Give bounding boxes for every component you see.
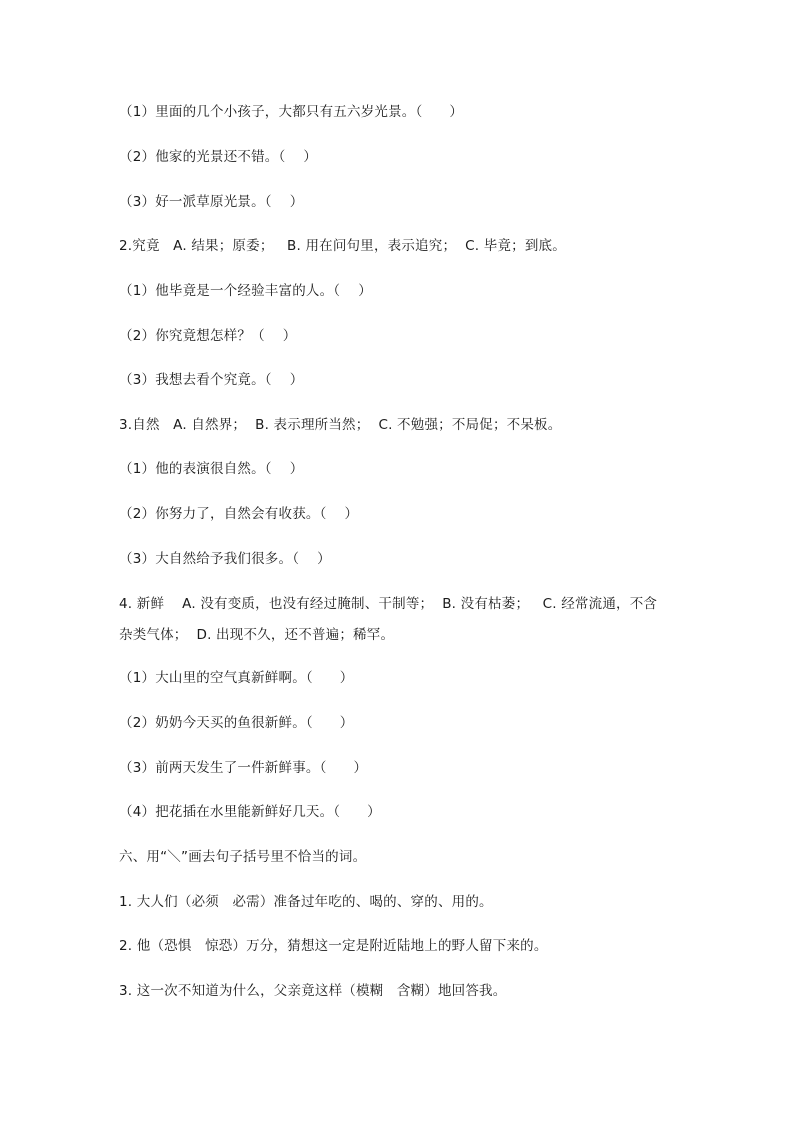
question-line-13: （4）把花插在水里能新鲜好几天。（ ） (119, 804, 381, 820)
question-line-7: （1）他的表演很自然。（ ） (119, 461, 304, 477)
question-line-2: （2）他家的光景还不错。（ ） (119, 149, 318, 165)
question-line-8: （2）你努力了，自然会有收获。（ ） (119, 506, 359, 522)
question-line-9: （3）大自然给予我们很多。（ ） (119, 551, 331, 567)
sentence-item-3: 3. 这一次不知道为什么，父亲竟这样（模糊 含糊）地回答我。 (119, 983, 507, 999)
sentence-item-1: 1. 大人们（必须 必需）准备过年吃的、喝的、穿的、用的。 (119, 894, 493, 910)
question-line-6: （3）我想去看个究竟。（ ） (119, 372, 304, 388)
word-definition-ziran: 3.自然 A. 自然界； B. 表示理所当然； C. 不勉强；不局促；不呆板。 (119, 417, 562, 433)
word-definition-xinxian-cont: 杂类气体； D. 出现不久，还不普遍；稀罕。 (119, 627, 395, 643)
question-line-10: （1）大山里的空气真新鲜啊。（ ） (119, 670, 354, 686)
section-heading-six: 六、用“＼”画去句子括号里不恰当的词。 (119, 849, 367, 865)
sentence-item-2: 2. 他（恐惧 惊恐）万分，猜想这一定是附近陆地上的野人留下来的。 (119, 938, 548, 954)
word-definition-xinxian: 4. 新鲜 A. 没有变质，也没有经过腌制、干制等； B. 没有枯萎； C. 经常流通，不含 (119, 596, 658, 612)
question-line-12: （3）前两天发生了一件新鲜事。（ ） (119, 760, 368, 776)
question-line-5: （2）你究竟想怎样？（ ） (119, 328, 297, 344)
question-line-11: （2）奶奶今天买的鱼很新鲜。（ ） (119, 715, 354, 731)
word-definition-jiujing: 2.究竟 A. 结果；原委； B. 用在问句里，表示追究； C. 毕竟；到底。 (119, 238, 566, 254)
question-line-1: （1）里面的几个小孩子，大都只有五六岁光景。（ ） (119, 104, 464, 120)
question-line-4: （1）他毕竟是一个经验丰富的人。（ ） (119, 283, 372, 299)
question-line-3: （3）好一派草原光景。（ ） (119, 194, 304, 210)
